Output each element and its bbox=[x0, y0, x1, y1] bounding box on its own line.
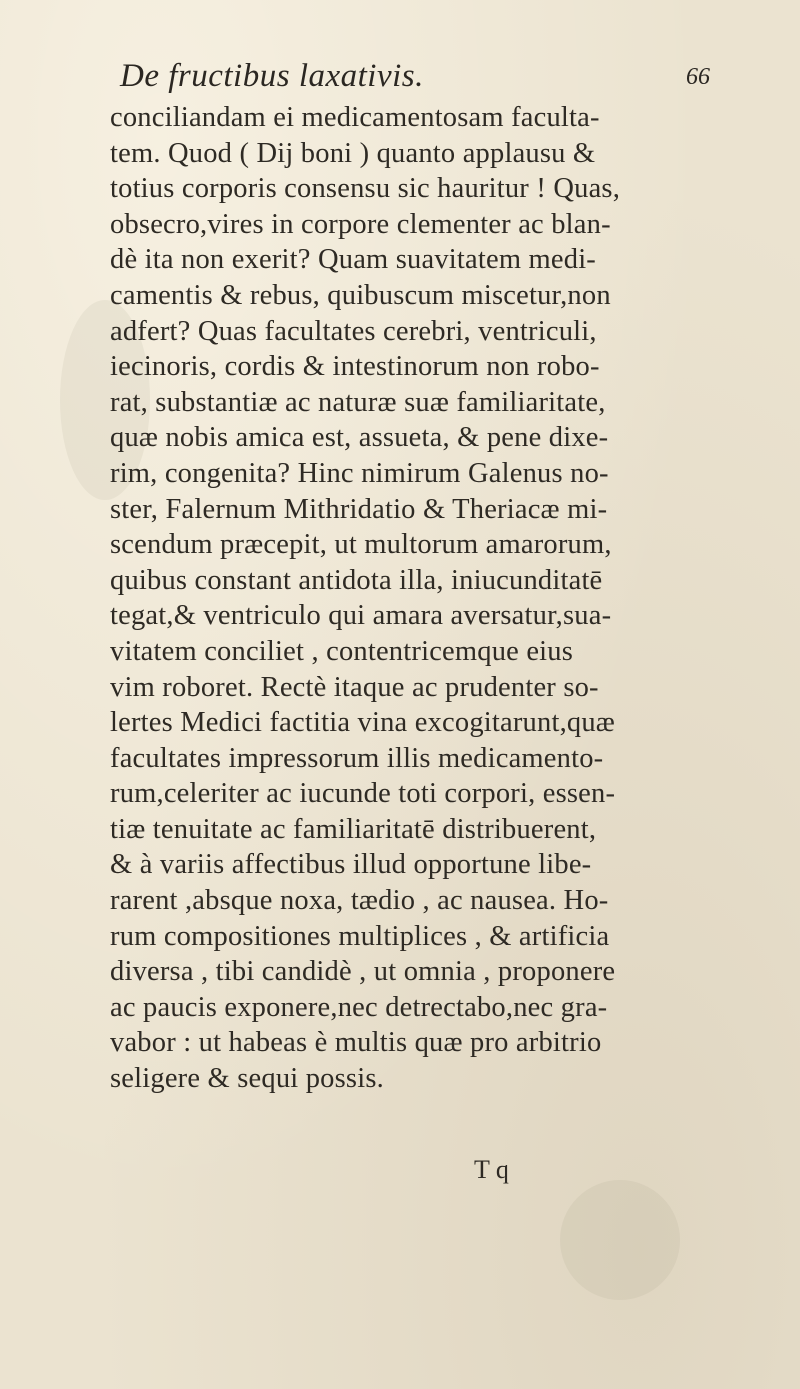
text-line: vabor : ut habeas è multis quæ pro arbitrio bbox=[110, 1027, 602, 1059]
text-line: rarent ,absque noxa, tædio , ac nausea. Ho- bbox=[110, 885, 609, 917]
text-line: vim roboret. Rectè itaque ac prudenter so- bbox=[110, 671, 599, 703]
text-line: ac paucis exponere,nec detrectabo,nec gra- bbox=[110, 991, 608, 1023]
text-line: facultates impressorum illis medicamento- bbox=[110, 742, 604, 774]
text-line: tiæ tenuitate ac familiaritatē distribuerent, bbox=[110, 813, 597, 845]
text-line: tem. Quod ( Dij boni ) quanto applausu & bbox=[110, 137, 596, 169]
text-line: diversa , tibi candidè , ut omnia , proponere bbox=[110, 956, 616, 988]
text-line: tegat,& ventriculo qui amara aversatur,sua- bbox=[110, 600, 612, 632]
text-line: ster, Falernum Mithridatio & Theriacæ mi- bbox=[110, 493, 608, 525]
text-line: camentis & rebus, quibuscum miscetur,non bbox=[110, 279, 611, 311]
text-line: rum,celeriter ac iucunde toti corpori, essen- bbox=[110, 778, 616, 810]
text-line: dè ita non exerit? Quam suavitatem medi- bbox=[110, 244, 597, 276]
text-line: quæ nobis amica est, assueta, & pene dixe- bbox=[110, 422, 609, 454]
text-line: rim, congenita? Hinc nimirum Galenus no- bbox=[110, 457, 609, 489]
page-header bbox=[120, 58, 710, 98]
text-line: rat, substantiæ ac naturæ suæ familiaritate, bbox=[110, 386, 606, 418]
catchword: T q bbox=[474, 1155, 509, 1184]
running-title: De fructibus laxativis. bbox=[120, 58, 424, 94]
text-line: obsecro,vires in corpore clementer ac blan- bbox=[110, 208, 611, 240]
text-line: seligere & sequi possis. bbox=[110, 1063, 384, 1095]
text-line: totius corporis consensu sic hauritur ! Quas, bbox=[110, 173, 621, 205]
text-line: adfert? Quas facultates cerebri, ventriculi, bbox=[110, 315, 597, 347]
text-line: rum compositiones multiplices , & artificia bbox=[110, 920, 610, 952]
text-line: & à variis affectibus illud opportune libe- bbox=[110, 849, 592, 881]
body-text bbox=[110, 100, 720, 1097]
text-line: lertes Medici factitia vina excogitarunt,quæ bbox=[110, 707, 616, 739]
paper-stain bbox=[560, 1180, 680, 1300]
text-line: scendum præcepit, ut multorum amarorum, bbox=[110, 529, 612, 561]
page-number: 66 bbox=[686, 64, 710, 90]
text-line: quibus constant antidota illa, iniucunditatē bbox=[110, 564, 603, 596]
text-line: vitatem conciliet , contentricemque eius bbox=[110, 635, 574, 667]
text-line: iecinoris, cordis & intestinorum non robo- bbox=[110, 351, 600, 383]
text-line: conciliandam ei medicamentosam faculta- bbox=[110, 102, 600, 133]
